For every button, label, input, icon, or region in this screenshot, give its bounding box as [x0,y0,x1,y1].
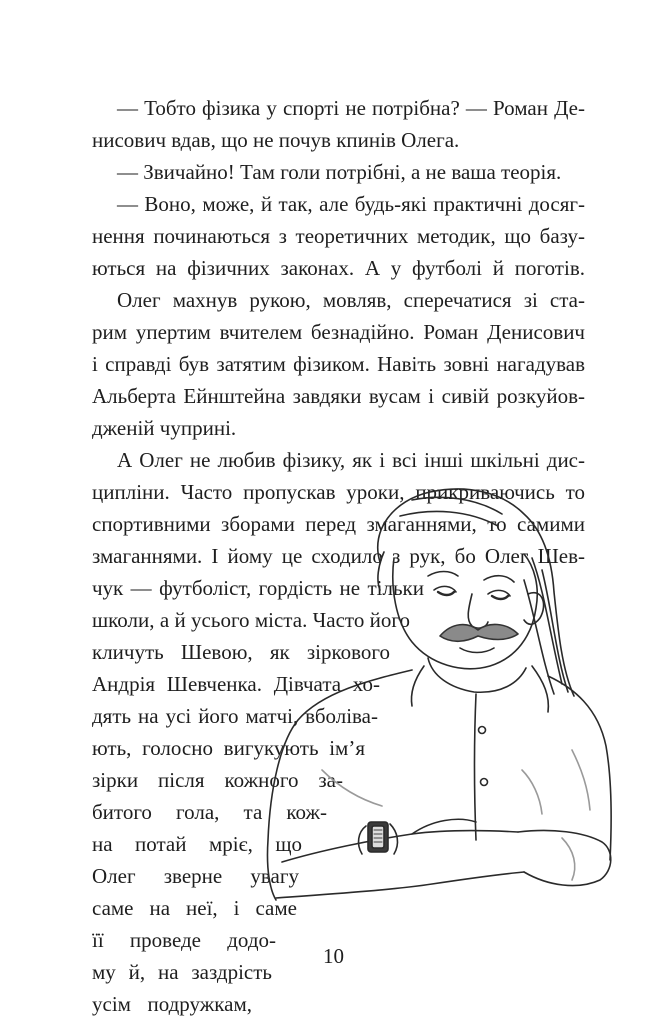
text-line: дять на усі його матчі, вболіва- [92,704,378,728]
text-line: нисович вдав, що не почув кпинів Олега. [92,128,460,152]
text-line: нення починаються з теоретичних методик, що базу- [92,224,585,248]
text-line: ються на фізичних законах. А у футболі й поготів. [92,256,585,280]
text-line: Олег махнув рукою, мовляв, сперечатися зі ста- [117,288,585,312]
text-line: — Звичайно! Там голи потрібні, а не ваша теорія. [117,160,562,184]
text-line: дженій чуприні. [92,416,237,440]
text-line: змаганнями. І йому це сходило з рук, бо Олег Шев- [92,544,585,568]
text-line: спортивними зборами перед змаганнями, то самими [92,512,585,536]
text-line: кличуть Шевою, як зіркового [92,640,390,664]
text-line: зірки після кожного за- [92,768,343,792]
text-line: ють, голосно вигукують ім’я [92,736,365,760]
text-line: А Олег не любив фізику, як і всі інші шкільні дис- [117,448,585,472]
text-line: ципліни. Часто пропускав уроки, прикриваючись то [92,480,585,504]
text-line: школи, а й усього міста. Часто його [92,608,410,632]
text-line: усім подружкам, [92,992,252,1016]
teacher-illustration [262,470,614,902]
text-line: саме на неї, і саме [92,896,297,920]
text-line: — Воно, може, й так, але будь-які практичні досяг- [117,192,585,216]
text-line: битого гола, та кож- [92,800,327,824]
text-line: Олег зверне увагу [92,864,299,888]
text-line: на потай мріє, що [92,832,302,856]
text-line: рим упертим вчителем безнадійно. Роман Денисович [92,320,585,344]
text-line: Андрія Шевченка. Дівчата хо- [92,672,380,696]
text-line: чук — футболіст, гордість не тільки [92,576,424,600]
text-line: і справді був затятим фізиком. Навіть зовні нагадував [92,352,585,376]
text-line: її проведе додо- [92,928,276,952]
text-line: му й, на заздрість [92,960,272,984]
text-line: — Тобто фізика у спорті не потрібна? — Роман Де- [117,96,585,120]
text-line: Альберта Ейнштейна завдяки вусам і сивій розкуйов- [92,384,585,408]
page-number: 10 [323,944,344,968]
